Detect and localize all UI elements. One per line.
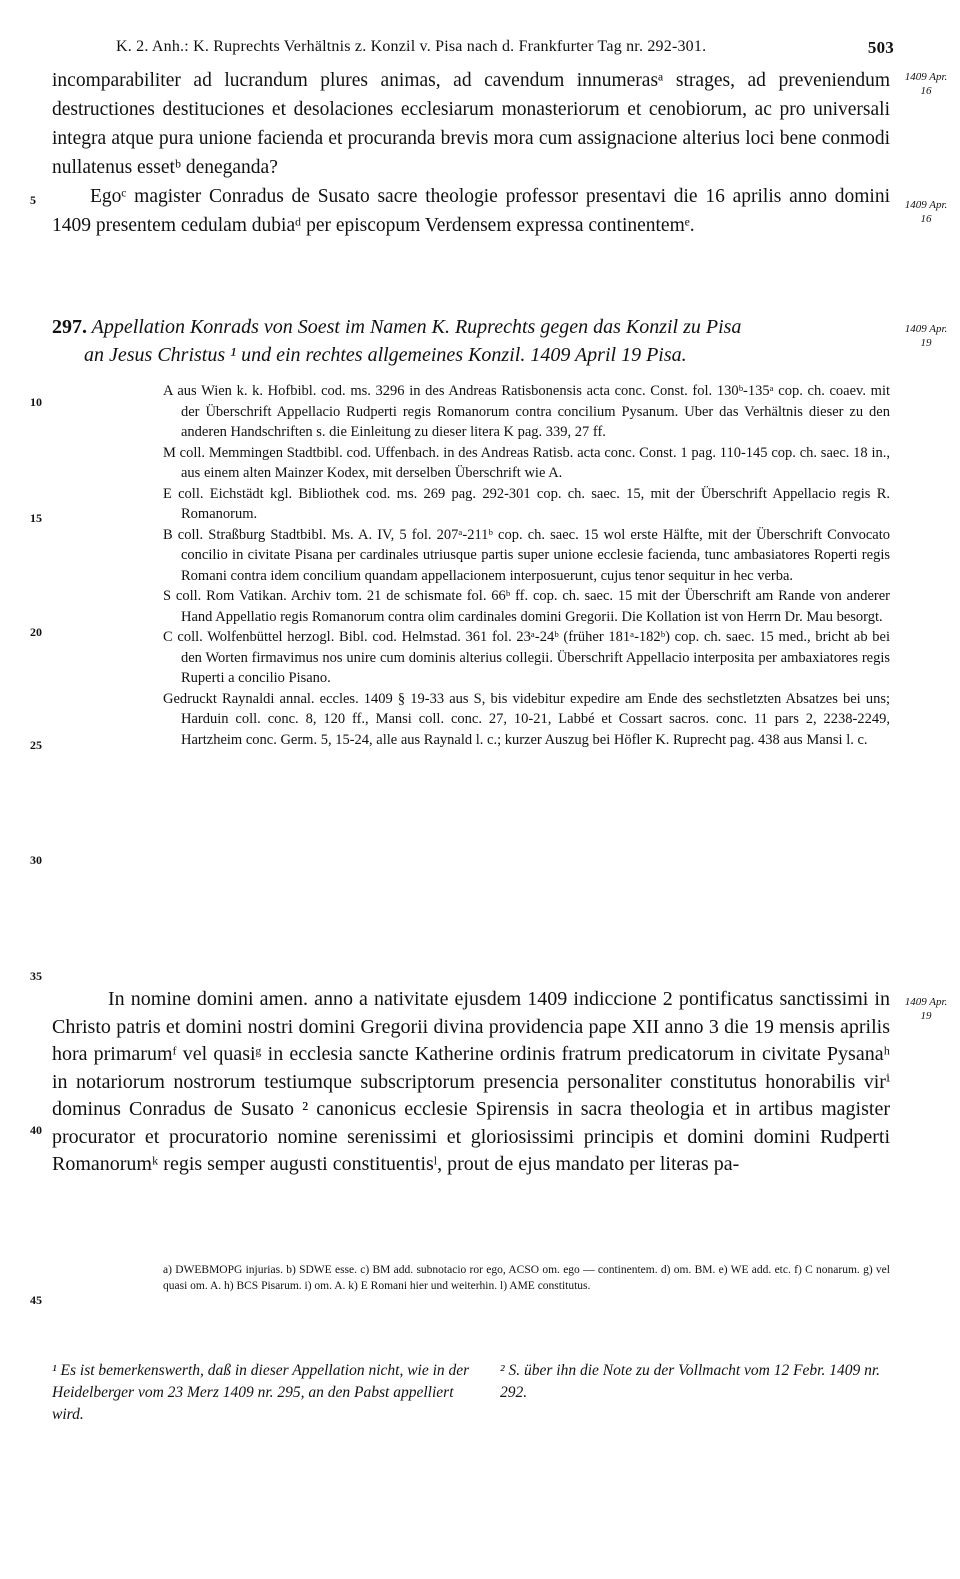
source-entry: Gedruckt Raynaldi annal. eccles. 1409 § 19-33 aus S, bis videbitur expedire am Ende des sechstletzten Absatzes bei uns; Harduin coll. conc. 8, 120 ff., Mansi coll. conc. 27, 10-21, Labbé et Cossart sacros. conc. 11 pars 2, 2238-2249, Hartzheim conc. Germ. 5, 15-24, alle aus Raynald l. c.; kurzer Auszug bei Höfler K. Ruprecht pag. 438 aus Mansi l. c. [163, 690, 890, 748]
document-number: 297. [52, 316, 87, 338]
main-text-body: anno a nativitate ejusdem 1409 indiccione 2 pontificatus sanctissimi in Christo patris et domini nostri domini Gregorii divina providencia pape XII anno 3 die 19 mensis aprilis hora primarumᶠ vel quasiᵍ in ecclesia sancte Katherine ordinis fratrum predicatorum in civitate Pysanaʰ in notariorum nostrorum testiumque subscriptorum presencia personaliter constitutus honorabilis virⁱ dominus Conradus de Susato ² canonicus ecclesie Spirensis in sacra theologia et in artibus magister procurator et procuratorio nomine serenissimi et gloriosissimi principis et domini domini Rudperti Romanorumᵏ regis semper augusti constituentisˡ, prout de ejus mandato per literas pa- [52, 988, 890, 1175]
line-number: 40 [30, 1123, 42, 1137]
line-number: 30 [30, 853, 42, 867]
footnote: ² S. über ihn die Note zu der Vollmacht vom 12 Febr. 1409 nr. 292. [500, 1362, 881, 1401]
title-line: Appellation Konrads von Soest im Namen K. Ruprechts gegen das Konzil zu Pisa [91, 316, 742, 338]
intro-text [52, 66, 890, 240]
line-number: 25 [30, 738, 42, 752]
footnotes [52, 1360, 890, 1426]
document-title [52, 313, 890, 369]
line-number: 5 [30, 193, 36, 207]
margin-date-note: 1409 Apr. 16 [904, 71, 948, 97]
source-entry: C coll. Wolfenbüttel herzogl. Bibl. cod. Helmstad. 361 fol. 23ᵃ-24ᵇ (früher 181ᵃ-182ᵇ) cop. ch. saec. 15 med., bricht ab bei den Worten firmavimus nos unire cum dominis alterius collegii. Überschrift Appellacio interposita per ambaxiatores regis Ruperti a concilio Pisano. [163, 629, 890, 686]
source-list [163, 381, 890, 750]
source-entry: E coll. Eichstädt kgl. Bibliothek cod. ms. 269 pag. 292-301 cop. ch. saec. 15, mit der Überschrift Appellacio regis R. Romanorum. [163, 485, 890, 522]
intro-paragraph: Egoᶜ magister Conradus de Susato sacre theologie professor presentavi die 16 aprilis anno domini 1409 presentem cedulam dubiaᵈ per episcopum Verdensem expressa continentemᵉ. [52, 186, 890, 236]
source-entry: M coll. Memmingen Stadtbibl. cod. Uffenbach. in des Andreas Ratisb. acta conc. Const. 1 pag. 110-145 cop. ch. saec. 18 in., aus einem alten Mainzer Kodex, mit derselben Überschrift wie A. [163, 444, 890, 481]
footnote: ¹ Es ist bemerkenswerth, daß in dieser Appellation nicht, wie in der Heidelberger vom 23 Merz 1409 nr. 295, an den Pabst appelliert wird. [52, 1362, 470, 1423]
source-entry: B coll. Straßburg Stadtbibl. Ms. A. IV, 5 fol. 207ᵃ-211ᵇ cop. ch. saec. 15 wol erste Hälfte, mit der Überschrift Convocato concilio in civitate Pisana per cardinales utriusque partis super unione ecclesie facienda, tunc ambasiatores Roperti regis Romani contra idem concilium quandam appellacionem interposuerunt, cujus tenor sequitur in hec verba. [163, 526, 890, 584]
line-number: 35 [30, 969, 42, 983]
source-entry: S coll. Rom Vatikan. Archiv tom. 21 de schismate fol. 66ᵇ ff. cop. ch. saec. 15 mit der Überschrift am Rande von anderer Hand Appellatio regis Romanorum contra olim cardinales domini Gregorii. Die Kollation ist von Herrn Dr. Mau besorgt. [163, 588, 890, 625]
margin-date-note: 1409 Apr. 19 [904, 323, 948, 349]
margin-date-note: 1409 Apr. 19 [904, 996, 948, 1022]
variant-notes: a) DWEBMOPG injurias. b) SDWE esse. c) BM add. subnotacio ror ego, ACSO om. ego — continentem. d) om. BM. e) WE add. etc. f) C nonarum. g) vel quasi om. A. h) BCS Pisarum. i) om. A. k) E Romani hier und weiterhin. l) AME constitutus. [163, 1264, 890, 1292]
intro-paragraph: incomparabiliter ad lucrandum plures animas, ad cavendum innumerasᵃ strages, ad preveniendum destructiones destituciones et desolaciones ecclesiarum monasteriorum et cenobiorum, ac pro universali integra atque pura unione facienda et procuranda brevis mora cum assignacione alterius loci bene conmodi nullatenus essetᵇ deneganda? [52, 70, 890, 178]
source-entry: A aus Wien k. k. Hofbibl. cod. ms. 3296 in des Andreas Ratisbonensis acta conc. Const. fol. 130ᵇ-135ᵃ cop. ch. coaev. mit der Überschrift Appellacio Rudperti regis Romanorum contra concilium Pysanum. Uber das Verhältnis dieser zu den anderen Handschriften s. die Einleitung zu dieser litera K pag. 339, 27 ff. [163, 383, 890, 440]
running-title: K. 2. Anh.: K. Ruprechts Verhältnis z. Konzil v. Pisa nach d. Frankfurter Tag nr. 292-301. [116, 38, 707, 55]
line-number: 15 [30, 511, 42, 525]
opening-formula: In nomine domini amen. [108, 988, 308, 1010]
line-number: 20 [30, 625, 42, 639]
title-line: an Jesus Christus ¹ und ein rechtes allgemeines Konzil. 1409 April 19 Pisa. [84, 344, 687, 366]
line-number: 45 [30, 1293, 42, 1307]
page-number: 503 [867, 38, 894, 57]
main-text [52, 986, 890, 1179]
line-number: 10 [30, 395, 42, 409]
running-header [116, 38, 894, 58]
margin-date-note: 1409 Apr. 16 [904, 199, 948, 225]
